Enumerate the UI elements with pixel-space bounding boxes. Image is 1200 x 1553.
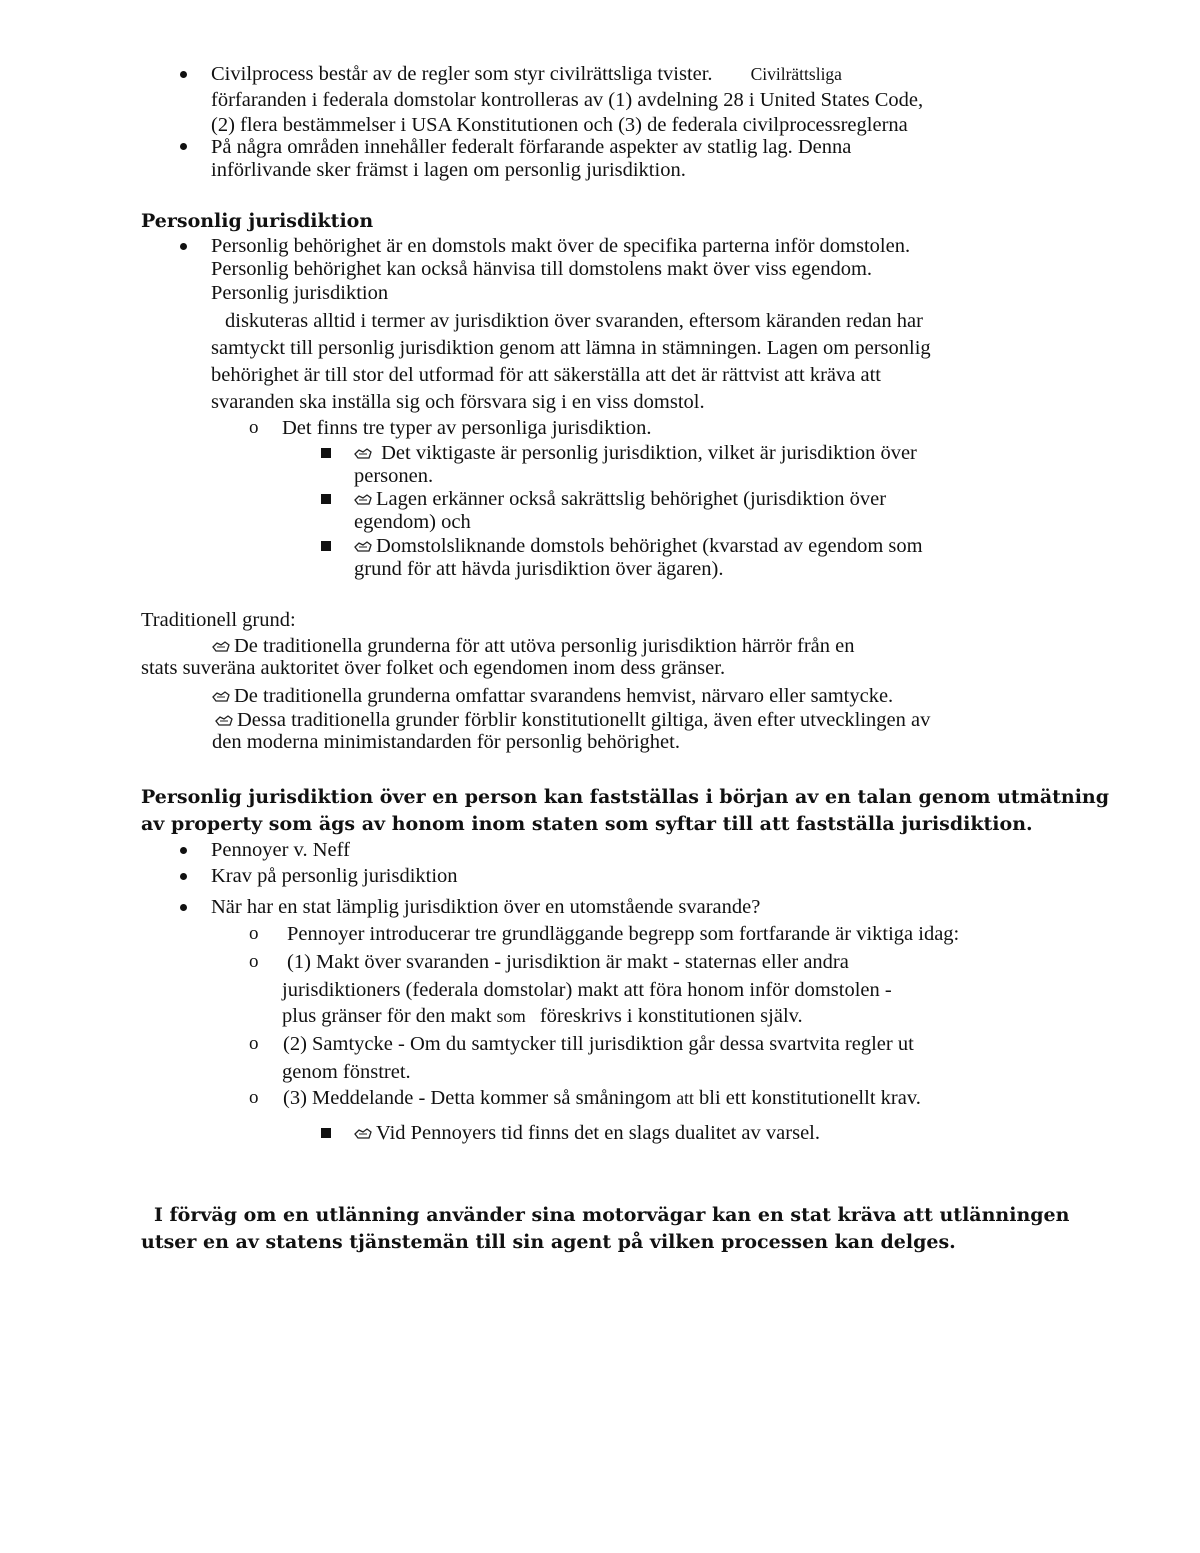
square-bullet (321, 448, 331, 458)
hand-point-icon (354, 492, 372, 506)
text-line: Det viktigaste är personlig jurisdiktion, vilket är jurisdiktion över (354, 441, 917, 465)
hand-point-icon (215, 713, 233, 727)
text-line: Personlig jurisdiktion (211, 282, 389, 304)
text-line: Pennoyer v. Neff (211, 839, 350, 861)
text-line: (1) Makt över svaranden - jurisdiktion är makt - staternas eller andra (287, 951, 849, 973)
text-line: Civilprocess består av de regler som styr civilrättsliga tvister. Civilrättsliga (211, 63, 842, 85)
hand-point-icon (354, 539, 372, 553)
circle-bullet: o (249, 1033, 259, 1054)
text-line: De traditionella grunderna för att utöva personlig jurisdiktion härrör från en (212, 634, 855, 658)
square-bullet (321, 541, 331, 551)
text-line: Lagen erkänner också sakrättslig behörighet (jurisdiktion över (354, 487, 886, 511)
circle-bullet: o (249, 951, 259, 972)
circle-bullet: o (249, 1087, 259, 1108)
text-line: När har en stat lämplig jurisdiktion över en utomstående svarande? (211, 896, 761, 918)
text-line: jurisdiktioners (federala domstolar) makt att föra honom inför domstolen - (282, 979, 892, 1001)
text-line: (2) flera bestämmelser i USA Konstitutionen och (3) de federala civilprocessreglerna (211, 114, 908, 136)
text-line: behörighet är till stor del utformad för att säkerställa att det är rättvist att kräva att (211, 364, 881, 386)
text-line: svaranden ska inställa sig och försvara sig i en viss domstol. (211, 391, 705, 413)
hand-point-icon (212, 639, 230, 653)
square-bullet (321, 1128, 331, 1138)
text-line: stats suveräna auktoritet över folket och egendomen inom dess gränser. (141, 657, 726, 679)
text-line: Krav på personlig jurisdiktion (211, 865, 458, 887)
text-line: den moderna minimistandarden för personlig behörighet. (212, 731, 680, 753)
bullet-dot (180, 243, 187, 250)
text-line: grund för att hävda jurisdiktion över ägaren). (354, 558, 724, 580)
text-line: diskuteras alltid i termer av jurisdiktion över svaranden, eftersom käranden redan har (225, 310, 923, 332)
section-heading: Personlig jurisdiktion (141, 210, 374, 232)
hand-point-icon (212, 689, 230, 703)
text-line: På några områden innehåller federalt förfarande aspekter av statlig lag. Denna (211, 136, 852, 158)
bullet-dot (180, 847, 187, 854)
hand-point-icon (354, 1126, 372, 1140)
text-line: (3) Meddelande - Detta kommer så småningom att bli ett konstitutionellt krav. (283, 1087, 921, 1109)
text-line: Vid Pennoyers tid finns det en slags dualitet av varsel. (354, 1121, 820, 1145)
text-line: Dessa traditionella grunder förblir konstitutionellt giltiga, även efter utvecklingen av (215, 708, 930, 732)
text-line: Personlig behörighet är en domstols makt över de specifika parterna inför domstolen. (211, 235, 911, 257)
text-line: Domstolsliknande domstols behörighet (kvarstad av egendom som (354, 534, 923, 558)
text-line: Det finns tre typer av personliga jurisdiktion. (282, 417, 652, 439)
bullet-dot (180, 143, 187, 150)
bold-paragraph: utser en av statens tjänstemän till sin agent på vilken processen kan delges. (141, 1231, 956, 1253)
bullet-dot (180, 873, 187, 880)
square-bullet (321, 494, 331, 504)
text-line: personen. (354, 465, 434, 487)
bullet-dot (180, 71, 187, 78)
text-line: egendom) och (354, 511, 471, 533)
text-line: Personlig behörighet kan också hänvisa till domstolens makt över viss egendom. (211, 258, 873, 280)
text-line: förfaranden i federala domstolar kontrolleras av (1) avdelning 28 i United States Code, (211, 89, 924, 111)
text-line: (2) Samtycke - Om du samtycker till jurisdiktion går dessa svartvita regler ut (283, 1033, 914, 1055)
text-line: genom fönstret. (282, 1061, 411, 1083)
text-line: samtyckt till personlig jurisdiktion genom att lämna in stämningen. Lagen om personlig (211, 337, 931, 359)
circle-bullet: o (249, 923, 259, 944)
circle-bullet: o (249, 417, 259, 438)
bold-paragraph: av property som ägs av honom inom staten som syftar till att fastställa jurisdiktion. (141, 813, 1033, 835)
bold-paragraph: Personlig jurisdiktion över en person kan fastställas i början av en talan genom utmätning (141, 786, 1110, 808)
text-line: införlivande sker främst i lagen om personlig jurisdiktion. (211, 159, 686, 181)
bold-paragraph: I förväg om en utlänning använder sina motorvägar kan en stat kräva att utlänningen (154, 1204, 1070, 1226)
bullet-dot (180, 904, 187, 911)
text-line: plus gränser för den makt som föreskrivs i konstitutionen själv. (282, 1005, 803, 1027)
text-line: De traditionella grunderna omfattar svarandens hemvist, närvaro eller samtycke. (212, 684, 893, 708)
text-line: Traditionell grund: (141, 609, 296, 631)
hand-point-icon (354, 446, 372, 460)
text-line: Pennoyer introducerar tre grundläggande begrepp som fortfarande är viktiga idag: (287, 923, 960, 945)
